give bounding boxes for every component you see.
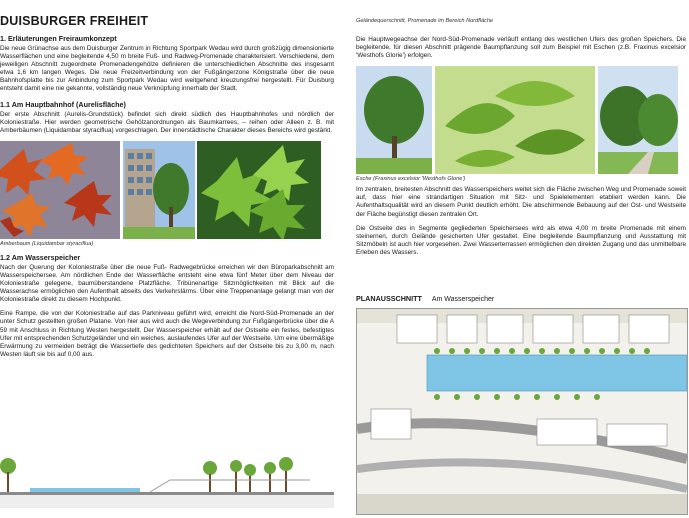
document-title: DUISBURGER FREIHEIT bbox=[0, 14, 149, 28]
ash-tree-photo bbox=[356, 66, 432, 174]
plan-subtitle: Am Wasserspeicher bbox=[431, 296, 495, 303]
site-plan-drawing bbox=[356, 308, 688, 515]
plan-title: PLANAUSSCHNITT bbox=[356, 294, 422, 303]
section-1-2-heading: 1.2 Am Wasserspeicher bbox=[0, 252, 81, 262]
east-side-paragraph: Die Ostseite des in Segmente gegliederten Speichersees wird als etwa 4,00 m breite Promenade mit einem steinernen, durch Gelände gesicherten Ufer gestaltet. Eine begleitende Baumpflanzung und Ausstattung mit Sitzmöbeln ist auch hier vorgesehen. Zwei Wasserterrassen ermöglichen den direkten Zugang und das unmittelbare Erleben des Wassers. bbox=[356, 224, 686, 256]
left-column bbox=[0, 0, 334, 365]
promenade-paragraph: Die Hauptwegeachse der Nord-Süd-Promenade verläuft entlang des westlichen Ufers des großen Speichers. Die begleitende, für diesen Abschnitt prägende Baumpflanzung soll zum Beispiel mit Eschen (z.B. Fraxinus excelsior 'Westhofs Glorie') erfolgen. bbox=[356, 36, 686, 60]
amber-photo-caption: Amberbaum (Liquidambar styraciflua) bbox=[0, 240, 94, 247]
section-1-text: Die neue Grünachse aus dem Duisburger Zentrum in Richtung Sportpark Wedau wird durch großzügig dimensionierte Wasserflächen und eine begleitende 4,50 m breite Fuß- und Radweg-Promenade charakterisiert. Verschiedene, dem jeweiligen Abschnitt zugeordnete Promenadengehölze definieren die unterschiedlichen Abschnitte des insgesamt etwa 1,6 km langen Weges. Die neue Freizeitverbindung von der Fußgängerzone Königstraße über die neue Bahnhofsplatte bis zur Anbindung zum Sportpark Wedau wird weitgehend kreuzungsfrei hergestellt. Für Duisburg entsteht damit eine nie gekannte, vollständig neue Verknüpfung innerhalb der Stadt. bbox=[0, 45, 334, 93]
ash-avenue-photo bbox=[598, 66, 678, 174]
central-section-paragraph: Im zentralen, breitesten Abschnitt des Wasserspeichers weitet sich die Fläche zwischen Weg und Promenade soweit auf, dass hier eine strandartigen Situation mit Sitz- und Spielelementen etabliert werden kann. Die Aufenthaltsqualität wird an diesem Punkt deutlich erhöht. Die abschirmende Bebauung auf der Ost- und Westseite der Fläche begünstigt diesen zentralen Ort. bbox=[356, 186, 686, 218]
section-1-1-heading: 1.1 Am Hauptbahnhof (Aurelisfläche) bbox=[0, 99, 126, 109]
amber-photo-row bbox=[0, 141, 334, 239]
cross-section-caption: Geländequerschnitt, Promenade im Bereich Nordfläche bbox=[356, 18, 494, 24]
right-column bbox=[356, 0, 686, 303]
plan-heading bbox=[356, 294, 494, 303]
section-1-1-text: Der erste Abschnitt (Aurelis-Grundstück) befindet sich direkt südlich des Hauptbahnhofes und nördlich der Koloniestraße. Hier werden geometrische Gehölzanordnungen als Baumkarrees, – reihen oder Alleen z. B. mit Amberbäumen (Liquidambar styraciflua) vorgeschlagen. Der innerstädtische Charakter dieses Bereichs wird gestärkt. bbox=[0, 110, 334, 134]
section-1-heading: 1. Erläuterungen Freiraumkonzept bbox=[0, 34, 117, 43]
ash-leaves-photo bbox=[435, 66, 595, 174]
ash-photo-caption: Esche (Fraxinus excelsior 'Westhofs Glorie') bbox=[356, 176, 466, 183]
cross-section-drawing bbox=[0, 452, 334, 508]
ash-photo-row bbox=[356, 66, 686, 174]
autumn-leaves-photo bbox=[0, 141, 120, 239]
green-leaves-photo bbox=[197, 141, 321, 239]
section-1-2-text-2: Eine Rampe, die von der Koloniestraße auf das Parkniveau geführt wird, erreicht die Nord-Süd-Promenade an der unter Schutz gestellten großen Platane. Von hier aus wird auch die Wegeverbindung zur Fußgängerbrücke über die A 59 mit Anschluss in Richtung Westen hergestellt. Der Wasserspeicher erhält auf der Ostseite ein festes, befestigtes Ufer mit entsprechenden Schutzgeländer und ein weiches, auslaufendes Ufer auf der Westseite. Um eine übermäßige Erwärmung zu vermeiden beträgt die Wassertiefe des gedichteten Speichers auf der Ostseite bis zu 3,00 m, nach Westen läuft sie bis auf 0,00 aus. bbox=[0, 310, 334, 358]
office-building-photo bbox=[123, 141, 195, 239]
section-1-2-text-1: Nach der Querung der Koloniestraße über die neue Fuß- Radwegebrücke erreichen wir den Büroparkabschnitt am Wasserspeichersee. Am nördlichen Ende der Wasserfläche entsteht eine etwa fünf Meter über dem Niveau der Koloniestraße gelegene, baumüberstandene Platzfläche. Tribünenartige Sitzmöglichkeiten mit Blick auf die Wasserachse ermöglichen den Aufenthalt abseits des Verkehrslärms. Über eine Treppenanlage gelangt man von der Koloniestraße direkt zu diesem Hochpunkt. bbox=[0, 263, 334, 304]
